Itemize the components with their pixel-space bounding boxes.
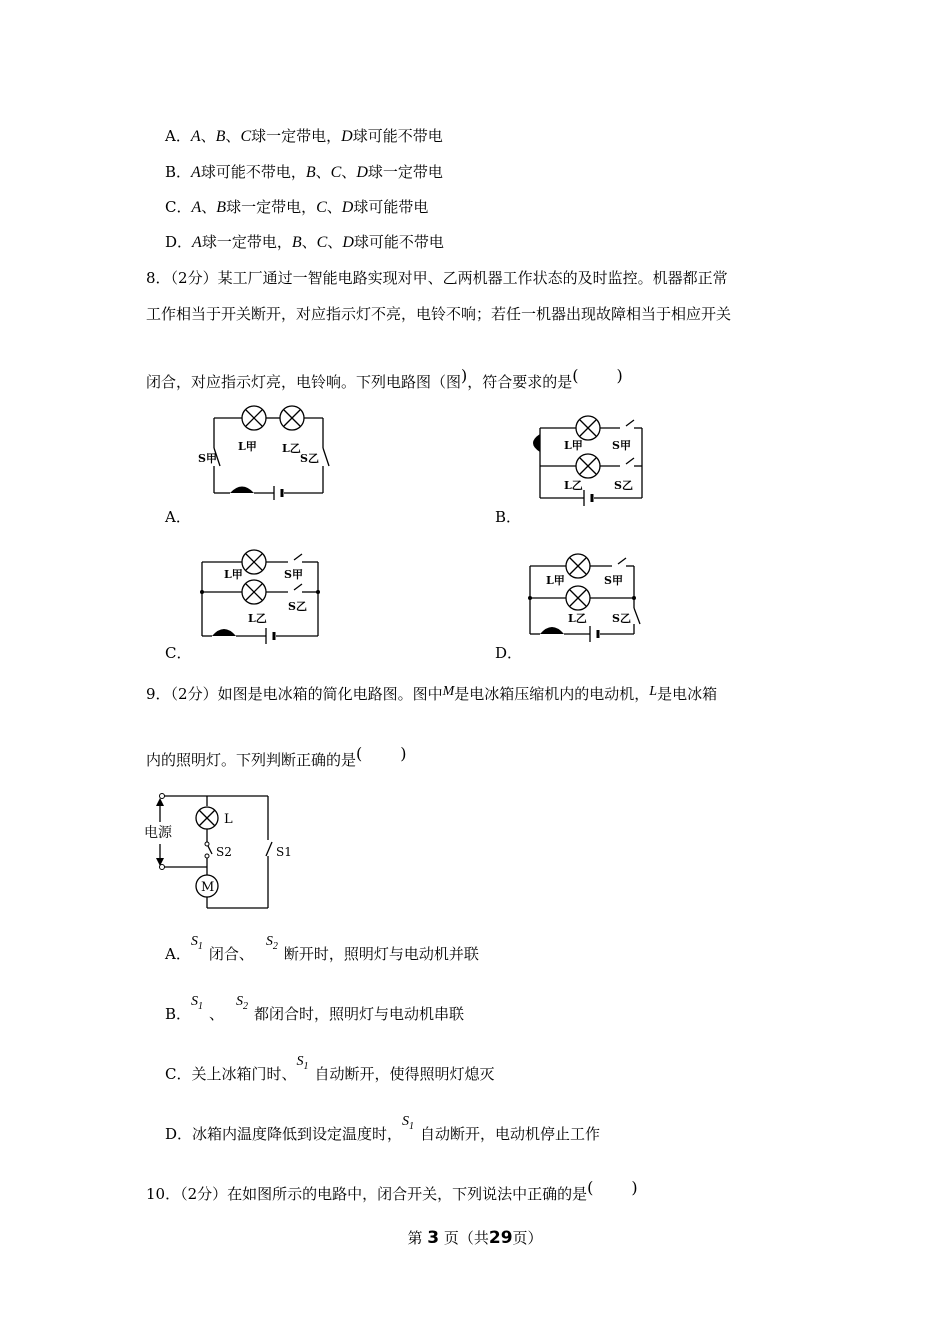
svg-text:S乙: S乙	[288, 600, 307, 613]
power-label: 电源	[144, 825, 172, 841]
q7-option-c: C．A、B球一定带电，C、D球可能带电	[165, 198, 429, 216]
q9-stem-line1: 9．（2分）如图是电冰箱的简化电路图。图中M是电冰箱压缩机内的电动机，L是电冰箱	[146, 684, 718, 703]
q8-diagram-b	[526, 416, 646, 508]
q8-option-b-label: B．	[495, 508, 522, 526]
q7-option-b: B．A球可能不带电，B、C、D球一定带电	[165, 163, 443, 181]
q9-fridge-circuit	[140, 786, 292, 914]
q7-option-a: A．A、B、C球一定带电，D球可能不带电	[165, 127, 443, 145]
q8-option-a-label: A．	[165, 508, 191, 526]
lamp-yi-label: L乙	[282, 442, 301, 455]
svg-text:S乙: S乙	[612, 612, 631, 625]
switch-s2-label: S2	[216, 845, 232, 859]
q8-diagram-c	[196, 550, 324, 646]
q9-option-a: A．$S_1$ 闭合、$S_2$ 断开时，照明灯与电动机并联	[165, 934, 479, 963]
switch-s1-label: S1	[276, 845, 292, 859]
svg-text:L乙: L乙	[564, 479, 583, 492]
q7-option-d: D．A球一定带电，B、C、D球可能不带电	[165, 233, 444, 251]
q8-diagram-d	[526, 552, 642, 644]
svg-text:L甲: L甲	[546, 574, 565, 587]
svg-text:S甲: S甲	[604, 574, 623, 587]
q8-diagram-a	[196, 408, 331, 506]
svg-text:L甲: L甲	[564, 439, 583, 452]
page-number: 3	[427, 1228, 440, 1248]
page-total: 29	[488, 1228, 513, 1248]
q8-stem-line1: 8．（2分）某工厂通过一智能电路实现对甲、乙两机器工作状态的及时监控。机器都正常	[146, 269, 728, 287]
q10-stem: 10．（2分）在如图所示的电路中，闭合开关，下列说法中正确的是( )	[146, 1178, 638, 1203]
svg-text:S甲: S甲	[284, 568, 303, 581]
lamp-label: L	[224, 812, 233, 827]
switch-yi-label: S乙	[300, 452, 319, 465]
q8-option-c-label: C．	[165, 644, 192, 662]
q8-option-d-label: D．	[495, 644, 523, 662]
page-footer: 第 3 页（共29页）	[407, 1228, 543, 1248]
svg-text:L甲: L甲	[224, 568, 243, 581]
svg-text:S甲: S甲	[612, 439, 631, 452]
q9-option-b: B．$S_1$ 、$S_2$ 都闭合时，照明灯与电动机串联	[165, 994, 465, 1023]
motor-label: M	[201, 880, 215, 895]
q9-option-d: D．冰箱内温度降低到设定温度时，$S_1$ 自动断开，电动机停止工作	[165, 1114, 601, 1143]
q8-stem-line3: 闭合，对应指示灯亮，电铃响。下列电路图（图)，符合要求的是( )	[146, 366, 623, 391]
switch-jia-label: S甲	[198, 452, 217, 465]
q9-option-c: C．关上冰箱门时、$S_1$ 自动断开，使得照明灯熄灭	[165, 1054, 495, 1083]
q9-stem-line2: 内的照明灯。下列判断正确的是( )	[146, 744, 407, 769]
q8-stem-line2: 工作相当于开关断开，对应指示灯不亮，电铃不响；若任一机器出现故障相当于相应开关	[146, 305, 732, 323]
lamp-jia-label: L甲	[238, 440, 257, 453]
svg-text:S乙: S乙	[614, 479, 633, 492]
svg-text:L乙: L乙	[568, 612, 587, 625]
svg-text:L乙: L乙	[248, 612, 267, 625]
